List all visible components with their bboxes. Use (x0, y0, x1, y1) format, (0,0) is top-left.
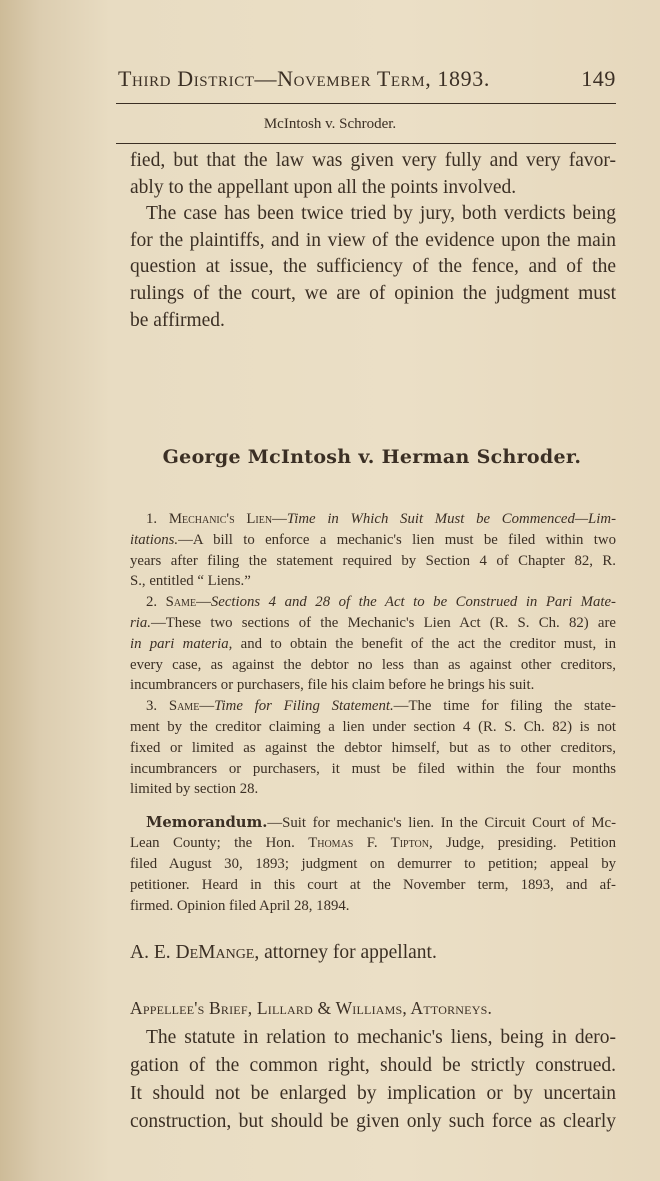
headnote-line (130, 573, 616, 590)
text-segment: —These two sections of the Mechanic's Lien Act (R. S. Ch. 82) are (150, 615, 616, 631)
headnote-line (130, 553, 616, 570)
memorandum-line (130, 835, 616, 852)
brief-line (130, 1083, 616, 1105)
memorandum-line (130, 877, 616, 894)
text-segment: question at issue, the sufficiency of the fence, and of the (130, 256, 616, 278)
attorney-line (130, 942, 616, 964)
text-segment: firmed. Opinion filed April 28, 1894. (130, 898, 350, 914)
memorandum-line (130, 856, 616, 873)
headnote-line (130, 532, 616, 549)
text-segment: years after filing the statement required by Section 4 of Chapter 82, R. (130, 552, 616, 569)
text-segment: ment by the creditor claiming a lien under section 4 (R. S. Ch. 82) is not (130, 719, 616, 735)
text-segment: rulings of the court, we are of opinion the judgment must (130, 283, 616, 304)
text-segment: — (199, 698, 215, 715)
text-segment: petitioner. Heard in this court at the November term, 1893, and af- (130, 877, 616, 893)
headnote-line (130, 740, 616, 757)
opinion-line (130, 256, 616, 278)
text-segment: The case has been twice tried by jury, both verdicts being (146, 203, 616, 225)
text-segment: be affirmed. (130, 309, 225, 331)
headnote-line (146, 511, 616, 528)
text-segment: —Suit for mechanic's lien. In the Circuit Court of Mc- (267, 815, 616, 831)
headnote-line (130, 615, 616, 632)
text-segment: fied, but that the law was given very fully and very favor- (130, 150, 616, 171)
headnote-line (130, 657, 616, 674)
headnote-line (130, 636, 616, 653)
text-segment: filed August 30, 1893; judgment on demurrer to petition; appeal by (130, 856, 616, 872)
opinion-line (130, 230, 616, 252)
text-segment: Lean County; the Hon. (130, 835, 309, 851)
case-title: George McIntosh v. Herman Schroder. (162, 446, 582, 468)
text-segment: It should not be enlarged by implication or by uncertain (130, 1083, 616, 1104)
text-segment: Thomas F. Tipton (308, 835, 429, 851)
opinion-line (130, 283, 616, 305)
text-segment: incumbrancers or purchasers, it must be filed within the four months (130, 760, 616, 777)
text-segment: ably to the appellant upon all the points involved. (130, 176, 517, 198)
opinion-line (130, 177, 616, 199)
text-segment: Same (165, 594, 197, 611)
running-head (118, 66, 616, 92)
memorandum-line (130, 898, 616, 915)
opinion-line (146, 203, 616, 225)
text-segment: Time for Filing Statement. (214, 698, 394, 715)
text-segment: limited by section 28. (130, 781, 259, 798)
text-segment: construction, but should be given only such force as clearly (130, 1111, 616, 1132)
headnote-line (146, 594, 616, 611)
text-segment: 3. (146, 698, 169, 715)
brief-line (146, 1027, 616, 1049)
headnote-line (130, 677, 616, 694)
text-segment: Memorandum. (146, 814, 268, 831)
text-segment: Time in Which Suit Must be Commenced—Lim- (286, 511, 616, 527)
text-segment: Mechanic's Lien (168, 511, 273, 527)
text-segment: The statute in relation to mechanic's liens, being in dero- (146, 1027, 616, 1048)
appellee-brief-heading: Appellee's Brief, Lillard & Williams, Attorneys. (130, 998, 493, 1018)
text-segment: 2. (146, 594, 166, 611)
headnote-line (130, 781, 616, 798)
opinion-line (130, 150, 616, 172)
text-segment: and to obtain the benefit of the act the creditor must, in (232, 635, 616, 652)
text-segment: in pari materia, (130, 635, 233, 652)
brief-line (130, 1111, 616, 1133)
brief-line (130, 1055, 616, 1077)
text-segment: every case, as against the debtor no less than as against other creditors, (130, 656, 616, 673)
text-segment: S., entitled “ Liens.” (130, 573, 251, 590)
text-segment: gation of the common right, should be strictly construed. (130, 1055, 616, 1076)
case-subhead: McIntosh v. Schroder. (263, 116, 397, 132)
headnote-line (146, 698, 616, 715)
headnote-line (130, 719, 616, 736)
text-segment: —A bill to enforce a mechanic's lien must be filed within two (178, 531, 616, 548)
text-segment: —The time for filing the state- (393, 698, 616, 715)
text-segment: A. E. (130, 942, 176, 963)
text-segment: Same (168, 698, 200, 715)
text-segment: , attorney for appellant. (254, 942, 437, 963)
headnote-line (130, 761, 616, 778)
opinion-line (130, 310, 616, 332)
text-segment: DeMange (175, 942, 255, 963)
text-segment: , Judge, presiding. Petition (428, 835, 616, 851)
header-rule (116, 103, 616, 104)
text-segment: incumbrancers or purchasers, file his claim before he brings his suit. (130, 677, 535, 694)
text-segment: Sections 4 and 28 of the Act to be Construed in Pari Mate- (210, 594, 616, 611)
text-segment: — (196, 594, 211, 611)
text-segment: ria. (130, 615, 151, 631)
text-segment: itations. (130, 531, 179, 548)
text-segment: fixed or limited as against the debtor himself, but as to other creditors, (130, 739, 616, 756)
text-segment: — (272, 511, 287, 527)
text-segment: for the plaintiffs, and in view of the evidence upon the main (130, 229, 616, 251)
running-head-title: Third District—November Term, 1893. (118, 66, 490, 91)
subhead-rule (116, 143, 616, 144)
memorandum-line (146, 814, 616, 832)
text-segment: 1. (146, 511, 169, 527)
page-number: 149 (581, 66, 616, 91)
